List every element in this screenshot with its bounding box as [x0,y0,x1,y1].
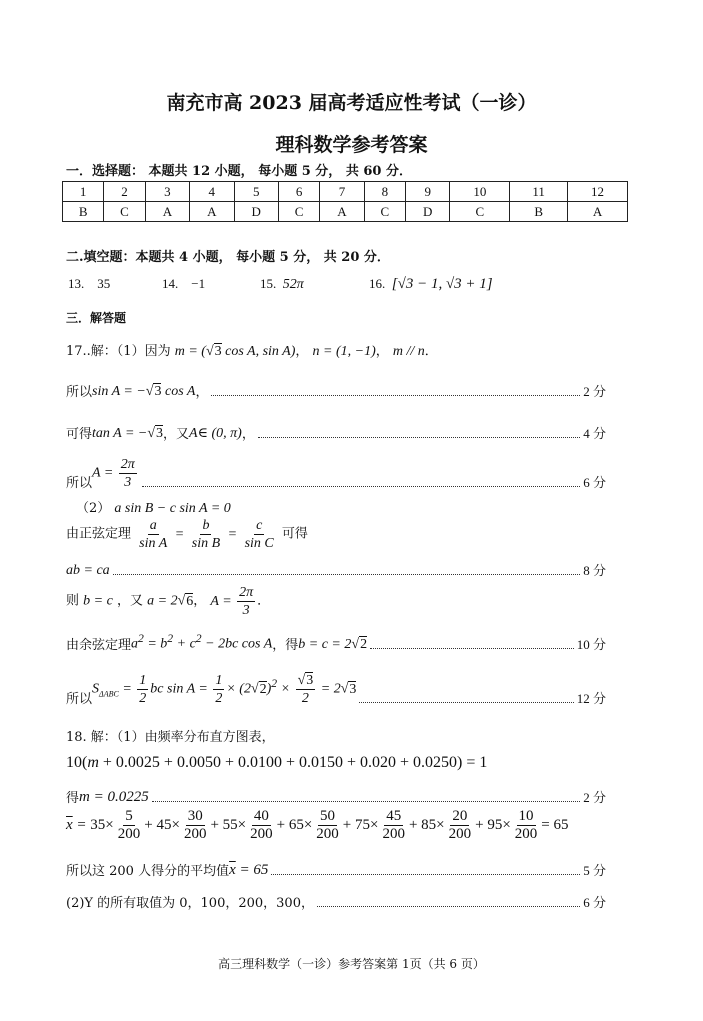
q17-line6 [66,632,606,653]
fill-16 [369,276,493,293]
score-5: 5 分 [583,863,606,878]
answer-cell: C [450,202,510,222]
q17-l6b: ，得 [272,637,299,653]
formula-sinA: sin A = −√3 cos A [92,384,196,399]
q17-line4-result [66,560,606,579]
q17-l3-label: 所以 [66,476,93,491]
answer-cell: A [145,202,189,222]
formula-tanA: tan A = −√3 [92,426,164,441]
q17-l2-label: 可得 [66,427,93,442]
formula-frequency-sum: 10(m + 0.0025 + 0.0050 + 0.0100 + 0.0150 + 0.020 + 0.0250) = 1 [66,754,488,771]
question-number-cell: 11 [510,182,568,202]
q17-p2-label: （2） [76,501,111,516]
answer-cell: C [278,202,319,222]
section2-heading: 二.填空题：本题共 4 小题， 每小题 5 分， 共 20 分． [66,250,390,265]
q17-l7-label: 所以 [66,692,93,707]
question-number-cell: 3 [145,182,189,202]
answer-cell: D [234,202,278,222]
answer-cell: D [406,202,450,222]
formula-b-eq-c: b = c [83,593,113,609]
formula-sine-law: $\frac{a}{\text{sin A}}$ = $\frac{b}{\text{sin B}}$ = $\frac{c}{\text{sin C}}$ [139,518,274,551]
question-number-cell: 9 [406,182,450,202]
q18-intro: 18. 解：（1）由频率分布直方图表， [66,730,275,745]
fill-16-num: 16. [369,276,386,291]
score-6: 6 分 [583,475,606,490]
dot-leader [359,701,573,703]
q18-l2-label: 所以这 200 人得分的平均值 [66,864,230,879]
q18-l3-label: (2)Y 的所有取值为 0，100，200，300， [66,896,314,911]
dot-leader [113,573,581,575]
page-subtitle: 理科数学参考答案 [275,134,428,156]
q17-l4-label: 由正弦定理 [66,526,132,542]
score-10: 10 分 [576,636,606,652]
table-row-numbers [63,182,628,202]
fill-15-num: 15. [260,276,277,291]
fill-15-ans: 52π [282,277,304,292]
fill-13-num: 13. [68,276,85,291]
score-12: 12 分 [576,691,606,706]
page-footer: 高三理科数学（一诊）参考答案第 1页（共 6 页） [218,957,485,971]
section3-heading: 三．解答题 [66,311,127,325]
q17-l4b: 可得 [281,526,308,542]
formula-ab-ca: ab = ca [66,563,110,578]
formula-A-again: A = $\frac{2\pi}{3}$ [210,585,254,618]
answer-cell: A [568,202,628,222]
formula-condition: a sin B − c sin A = 0 [114,501,231,516]
formula-bc-value: b = c = 2√2 [298,636,368,652]
score-4: 4 分 [583,426,606,441]
q17-intro: 17..解：（1）因为 [66,344,171,359]
q17-part2 [76,497,231,517]
fill-15 [260,276,304,293]
fill-13 [68,276,110,292]
formula-A-value: A = $\frac{2\pi}{3}$ [92,457,135,490]
formula-mean-result: $\overline{x} = 65$ [229,862,269,878]
score-2: 2 分 [583,384,606,399]
dot-leader [142,485,580,487]
formula-parallel: m // n [392,344,425,359]
q17-l5-label: 则 [66,593,80,609]
dot-leader [271,873,580,875]
question-number-cell: 1 [63,182,104,202]
dot-leader [317,905,580,907]
q17-line2: 可得 tan A = −√3 ，又 A∈ (0, π) ， 4 分 [66,423,606,442]
question-number-cell: 5 [234,182,278,202]
dot-leader [370,647,574,649]
answer-cell: B [510,202,568,222]
q18-l1-label: 得 [66,791,80,806]
q17-line3 [66,456,606,491]
section1-heading: 一．选择题： 本题共 12 小题， 每小题 5 分， 共 60 分． [66,164,412,179]
answer-cell: B [63,202,104,222]
question-number-cell: 12 [568,182,628,202]
question-number-cell: 10 [450,182,510,202]
q17-line4 [66,517,308,552]
formula-cosine-law: $a^2 = b^2 + c^2 - 2bc$ cos A [131,632,273,652]
question-number-cell: 4 [190,182,234,202]
q18-line2 [66,860,606,879]
formula-m-value: m = 0.0225 [79,789,149,805]
q17-l1-label: 所以 [66,385,93,400]
answer-cell: A [190,202,234,222]
score-6: 6 分 [583,895,606,910]
question-number-cell: 2 [104,182,145,202]
dot-leader [211,394,580,396]
formula-vector-n: n = (1, −1) [312,344,376,359]
fill-13-ans: 35 [97,276,111,291]
q17-l5b: ，又 [116,593,143,609]
answer-cell: C [104,202,145,222]
fill-14-num: 14. [162,276,179,291]
formula-mean: $\overline{x} = 35\times$ $\frac{5}{200}$ + 45× $\frac{30}{200}$ + 55× $\frac{40}{200}$ + 65× $\frac{50}{200}$ + 75× $\frac{45}{200}$ + 85× $\frac{20}{200}$ + 95× $\frac{10}{200}$ = 65 [66,808,569,842]
score-8: 8 分 [583,563,606,578]
dot-leader [258,436,580,438]
q17-line5: 则 b = c ，又 a = 2√6， A = $\frac{2\pi}{3}$ ． [66,585,271,618]
q18-line1 [66,787,606,806]
dot-leader [152,800,581,802]
table-row-answers [63,202,628,222]
answer-cell: C [364,202,405,222]
q17-l2b: ，又 [163,427,190,442]
fill-16-ans: [√3 − 1, √3 + 1] [391,276,493,292]
formula-a-value: a = 2√6 [147,593,194,609]
q17-line7 [66,672,606,707]
q17-line1: 所以 sin A = −√3 cos A ， 2 分 [66,381,606,400]
formula-vector-m: m = (√3 cos A, sin A) [174,344,296,359]
question-number-cell: 6 [278,182,319,202]
q17-l6-label: 由余弦定理 [66,637,132,653]
fill-14 [162,276,205,292]
score-2: 2 分 [583,790,606,805]
page-title: 南充市高 2023 届高考适应性考试（一诊） [166,92,537,114]
fill-14-ans: −1 [191,276,206,291]
formula-area: $S_{\Delta ABC}$ = $\frac{1}{2}$ bc sin A = $\frac{1}{2}$ × $(2√2)^2$ × $\frac{√3}{2}$ = 2√3 [92,673,357,706]
question-number-cell: 7 [320,182,364,202]
q18-line3 [66,892,606,911]
answer-cell: A [320,202,364,222]
q17-intro-line: 17..解：（1）因为 m = (√3 cos A, sin A)， n = (1, −1)， m // n． [66,344,438,359]
answer-table [62,181,628,222]
formula-range: A∈ (0, π) [189,426,242,441]
question-number-cell: 8 [364,182,405,202]
